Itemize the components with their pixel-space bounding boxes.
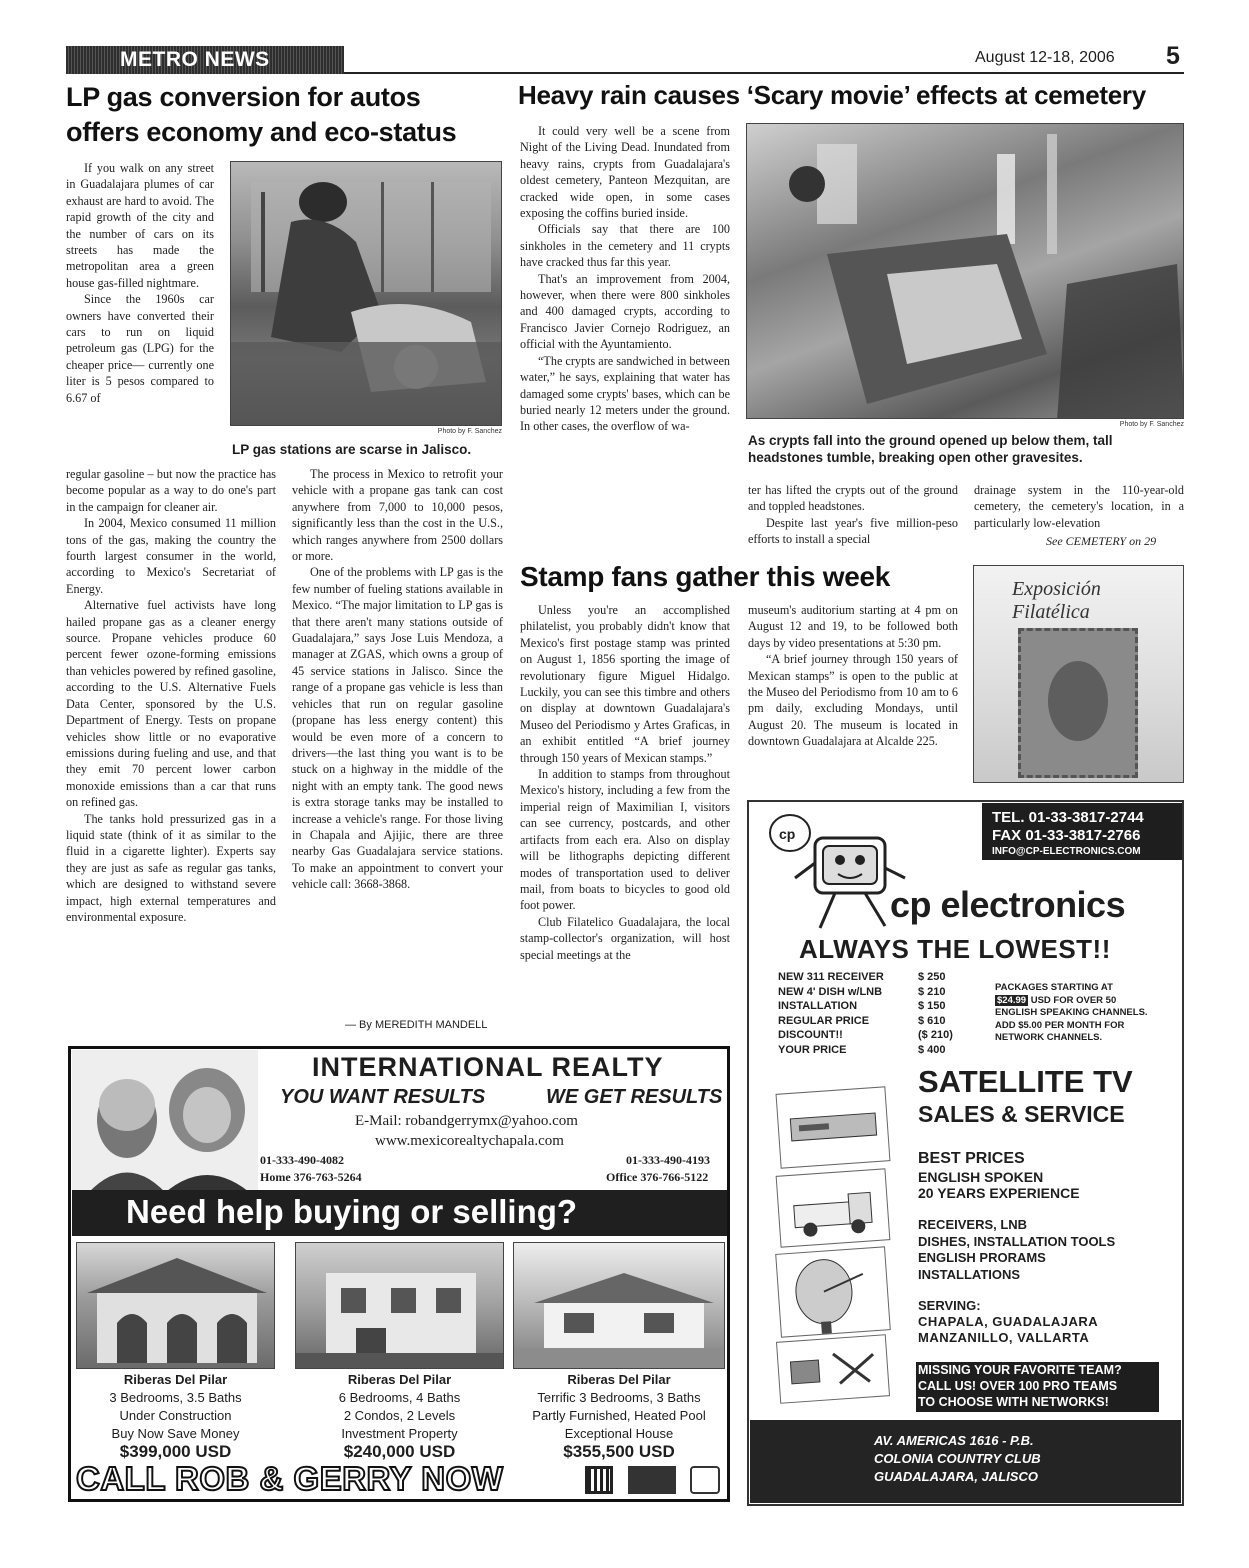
paragraph: museum's auditorium starting at 4 pm on August 12 and 19, to be followed both days by video presentations at 5:30 pm. [748,603,958,650]
lp-col1-bottom [66,466,276,925]
paragraph: It could very well be a scene from Night of the Living Dead. Inundated from heavy rains, crypts from Guadalajara's oldest cemetery, Panteon Mezquitan, are cracked wide open, in some cases exposing the coffins buried inside. [520,124,730,221]
listing-3[interactable] [513,1371,725,1461]
lp-headline-line2: offers economy and eco-status [66,117,457,147]
realty-phone-right: 01-333-490-4193 [626,1153,710,1167]
listing-2-name: Riberas Del Pilar [347,1372,452,1387]
listing-2-line3: Investment Property [341,1426,458,1441]
cp-email[interactable]: INFO@CP-ELECTRONICS.COM [992,846,1141,857]
realty-website[interactable]: www.mexicorealtychapala.com [375,1133,564,1149]
address-line-2: COLONIA COUNTRY CLUB [874,1451,1041,1466]
realty-email[interactable]: E-Mail: robandgerrymx@yahoo.com [355,1113,578,1129]
paragraph: That's an improvement from 2004, however, when there were 800 sinkholes and 400 damaged crypts, according to Francisco Javier Cornejo Rodriguez, an official with the Ayuntamiento. [520,271,730,352]
packages-line [995,995,1165,1008]
packages-line: ADD $5.00 PER MONTH FOR [995,1019,1125,1031]
listing-2-line1: 6 Bedrooms, 4 Baths [338,1390,461,1405]
lp-col1-top [66,160,214,406]
lp-col2 [292,466,503,893]
paragraph: Club Filatelico Guadalajara, the local stamp-collector's organization, will host special meetings at the [520,914,730,962]
cp-packages [995,982,1165,1045]
listing-photo-3 [513,1242,725,1369]
address-line-3: GUADALAJARA, JALISCO [874,1469,1038,1484]
listing-3-price: $355,500 USD [563,1442,675,1461]
tv-mascot-icon [760,808,910,933]
lp-gas-photo [230,161,502,426]
svg-text:cp: cp [779,826,796,842]
listing-2[interactable] [295,1371,504,1461]
listing-1-price: $399,000 USD [119,1442,232,1461]
price-row [778,1014,978,1029]
receiver-illustration [777,1087,892,1169]
realty-slogan-right: WE GET RESULTS [546,1086,723,1108]
call-banner-text: CALL ROB & GERRY NOW [76,1460,504,1497]
lp-headline-line1: LP gas conversion for autos [66,82,421,112]
header-rule [344,72,1184,74]
stamp-col1 [520,602,730,963]
cemetery-photo-illustration [747,124,1184,419]
price-value: $ 400 [918,1043,946,1056]
service-item: INSTALLATIONS [918,1266,1021,1282]
cemetery-photo-credit: Photo by F. Sanchez [1119,421,1184,428]
realty-phone-left: 01-333-490-4082 [260,1153,344,1167]
tools-icon [776,1334,890,1404]
exhibit-sign-text: Exposición Filatélica [1012,578,1101,623]
cp-price-table [778,970,978,1058]
sat-subtitle: SALES & SERVICE [918,1101,1125,1127]
price-item: NEW 4' DISH w/LNB [778,985,883,998]
stamp-headline: Stamp fans gather this week [520,561,891,592]
cp-fax: FAX 01-33-3817-2766 [992,827,1141,844]
paragraph: In addition to stamps from throughout Mexico's history, including a few from the imperial reign of Maximilian I, visitors can see currency, postcards, and other artifacts from each era. Also on display will be lithographs depicting different modes of transportation used to deliver mail, from boats to bicycles to good old foot power. [520,767,730,913]
rain-col3 [974,482,1184,531]
paragraph: drainage system in the 110-year-old cemetery, the cemetery's location, in a particularly low-elevation [974,483,1184,530]
paragraph: If you walk on any street in Guadalajara plumes of car exhaust are hard to avoid. The rapid growth of the city and the number of cars on its streets has made the metropolitan area a green house gas-filled nightmare. [66,161,214,290]
realty-title: INTERNATIONAL REALTY [312,1052,664,1082]
price-item: NEW 311 RECEIVER [778,971,884,983]
price-value: $ 150 [918,1000,946,1013]
tv-mascot-illustration [760,808,910,933]
ampi-logo-icon [690,1466,720,1494]
price-row [778,970,978,985]
realty-banner-text: Need help buying or selling? [126,1193,578,1230]
listing-1[interactable] [76,1371,275,1461]
paragraph: regular gasoline – but now the practice has become popular as a way to do one's part in the campaign for cleaner air. [66,467,276,514]
listing-3-name: Riberas Del Pilar [567,1372,671,1387]
paragraph: ter has lifted the crypts out of the ground and toppled headstones. [748,483,958,514]
lp-photo-caption: LP gas stations are scarse in Jalisco. [232,442,472,457]
house-1-illustration [77,1243,275,1369]
realty-home-phone: Home 376-763-5264 [260,1170,362,1184]
price-item: REGULAR PRICE [778,1014,870,1027]
english-spoken: ENGLISH SPOKEN [918,1169,1044,1185]
price-row [778,985,978,1000]
dish-illustration [776,1247,892,1338]
house-3-illustration [514,1243,725,1369]
paragraph: Since the 1960s car owners have converted their cars to run on liquid petroleum gas (LPG) for the cheaper price— currently one liter is 5 pesos compared to 6.67 of [66,292,214,405]
listing-1-line3: Buy Now Save Money [111,1426,240,1441]
stamp-col2 [748,602,958,750]
listing-3-line3: Exceptional House [564,1426,674,1441]
realty-office-phone: Office 376-766-5122 [606,1170,709,1184]
best-prices: BEST PRICES [918,1150,1025,1167]
listing-3-line2: Partly Furnished, Heated Pool [532,1408,706,1423]
rain-col1 [520,123,730,435]
price-item: INSTALLATION [778,1000,858,1013]
truck-icon [776,1168,891,1247]
paragraph: The tanks hold pressurized gas in a liquid state (think of it as similar to the fluid in a cigarette lighter). Experts say they are just as safe as regular gas tanks, which are designed to withstand severe impact, high external temperatures and environmental exposure. [66,811,276,924]
paragraph: “The crypts are sandwiched in between water,” he says, explaining that water has damaged some crypts' bases, which can be buried nearly 12 meters under the ground. In other cases, the overflow of wa- [520,353,730,434]
paragraph: Despite last year's five million-peso efforts to install a special [748,515,958,547]
lp-photo-illustration [231,162,502,426]
team-line-2: CALL US! OVER 100 PRO TEAMS [918,1379,1118,1393]
stamp-portrait [1048,661,1108,741]
receiver-icon [776,1086,891,1168]
serving-label: SERVING: [918,1298,981,1313]
packages-line: ENGLISH SPEAKING CHANNELS. [995,1007,1148,1018]
price-value: $ 250 [918,971,946,983]
price-item: YOUR PRICE [778,1043,847,1056]
listing-1-line1: 3 Bedrooms, 3.5 Baths [109,1390,242,1405]
listing-2-price: $240,000 USD [343,1442,456,1461]
cp-tagline: ALWAYS THE LOWEST!! [799,934,1111,964]
listing-1-name: Riberas Del Pilar [123,1372,228,1387]
page-number: 5 [1166,42,1180,70]
packages-price: $24.99 [997,994,1027,1006]
team-line-1: MISSING YOUR FAVORITE TEAM? [918,1363,1122,1377]
house-2-illustration [296,1243,504,1369]
team-line-3: TO CHOOSE WITH NETWORKS! [918,1395,1109,1409]
price-row [778,1028,978,1043]
cemetery-photo [746,123,1184,419]
dish-icon [775,1246,891,1337]
stamp-exhibit-photo [973,565,1184,783]
listing-3-line1: Terrific 3 Bedrooms, 3 Baths [537,1390,701,1405]
price-item: DISCOUNT!! [778,1029,843,1042]
service-item: DISHES, INSTALLATION TOOLS [918,1233,1116,1249]
price-row [778,1043,978,1058]
paragraph: “A brief journey through 150 years of Mexican stamps” is open to the public at the Museo del Periodismo from 10 am to 6 pm daily, excluding Mondays, until August 20. The museum is located in downtown Guadalajara at Alcalde 225. [748,652,958,749]
packages-line: NETWORK CHANNELS. [995,1032,1103,1043]
realty-slogan-left: YOU WANT RESULTS [280,1086,486,1108]
service-item: RECEIVERS, LNB [918,1217,1028,1232]
truck-illustration [777,1169,892,1248]
price-row [778,999,978,1014]
paragraph: Alternative fuel activists have long hailed propane gas as a cleaner energy source. Propane vehicles produce 60 percent fewer ozone-forming emissions than vehicles powered by refined gasoline, according to the U.S. Alternative Fuels Data Center, sponsored by the U.S. Department of Energy. Tests on propane vehicles show little or no evaporative emissions during fueling and use, and that they emit 70 percent lower carbon monoxide emissions than a car that runs on refined gas. [66,598,276,810]
mls-logo-icon [628,1466,676,1494]
realtor-logo-icon [585,1466,613,1494]
cemetery-photo-caption: As crypts fall into the ground opened up below them, tall headstones tumble, breaking open other gravesites. [748,433,1113,465]
listing-photo-1 [76,1242,275,1369]
lp-byline: — By MEREDITH MANDELL [345,1019,488,1031]
cp-services [918,1217,1115,1283]
price-value: $ 210 [918,985,946,998]
tools-illustration [777,1335,891,1405]
paragraph: Officials say that there are 100 sinkholes in the cemetery and 11 crypts have cracked thus far this year. [520,222,730,270]
sat-title: SATELLITE TV [918,1064,1133,1099]
cp-tel: TEL. 01-33-3817-2744 [992,809,1144,826]
rain-headline: Heavy rain causes ‘Scary movie’ effects at cemetery [518,80,1146,110]
packages-text: USD FOR OVER 50 [1030,994,1117,1006]
paragraph: One of the problems with LP gas is the few number of fueling stations available in Mexico. “The major limitation to LP gas is that there aren't many stations outside of Guadalajara,” says Jose Luis Mendoza, a manager at ZGAS, which owns a group of 45 service stations in Jalisco. Since the range of a propane gas vehicle is less than vehicles that run on regular gasoline (propane has less energy content) this would be even more of a concern to drivers—the last thing you want is to be stuck on a highway in the middle of the night with an empty tank. The good news is extra storage tanks may be installed to increase a vehicle's range. For those living in Chapala and Ajijic, there are three nearby Gas Guadalajara service stations. To make an appointment to convert your vehicle call: 3668-3868. [292,565,503,892]
agents-photo [72,1050,258,1200]
listing-2-line2: 2 Condos, 2 Levels [343,1408,456,1423]
years-experience: 20 YEARS EXPERIENCE [918,1185,1080,1201]
price-value: ($ 210) [918,1029,953,1042]
lp-photo-credit: Photo by F. Sanchez [437,428,502,435]
service-item: ENGLISH PRORAMS [918,1250,1046,1265]
paragraph: Unless you're an accomplished philatelist, you probably didn't know that Mexico's first postage stamp was printed on August 1, 1856 sporting the image of revolutionary figure Miguel Hidalgo. Luckily, you can see this timbre and others on display at downtown Guadalajara's Museo del Periodismo y Artes Graficas, in an exhibit entitled “A brief journey through 150 years of Mexican stamps.” [520,603,730,765]
listing-1-line2: Under Construction [119,1408,232,1423]
serving-line-2: MANZANILLO, VALLARTA [918,1330,1090,1345]
paragraph: The process in Mexico to retrofit your vehicle with a propane gas tank can cost anywhere from 7,000 to 10,000 pesos, significantly less than the cost in the U.S., which ranges anywhere from 2500 dollars or more. [292,467,503,564]
cemetery-jump-line[interactable]: See CEMETERY on 29 [1046,534,1157,548]
serving-line-1: CHAPALA, GUADALAJARA [918,1314,1099,1329]
cp-logo: cp electronics [890,884,1126,925]
paragraph: In 2004, Mexico consumed 11 million tons of the gas, making the country the fourth largest consumer in the world, according to Mexico's Secretariat of Energy. [66,516,276,596]
agents-photo-illustration [72,1050,258,1200]
price-value: $ 610 [918,1014,946,1027]
section-title: METRO NEWS [120,48,270,71]
issue-date: August 12-18, 2006 [975,49,1115,66]
rain-col2 [748,482,958,548]
address-line-1: AV. AMERICAS 1616 - P.B. [874,1433,1034,1448]
listing-photo-2 [295,1242,504,1369]
packages-line: PACKAGES STARTING AT [995,982,1113,993]
